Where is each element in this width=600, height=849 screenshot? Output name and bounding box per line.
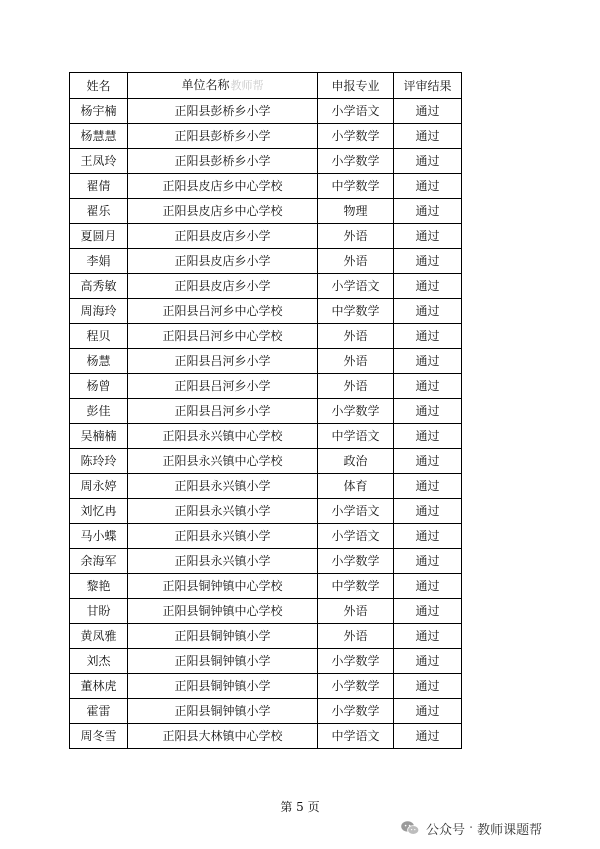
cell-unit: 正阳县永兴镇中心学校 <box>128 449 318 474</box>
cell-subject: 小学语文 <box>318 99 394 124</box>
brand-name: 教师课题帮 <box>477 822 543 838</box>
cell-result: 通过 <box>394 399 462 424</box>
cell-subject: 外语 <box>318 374 394 399</box>
cell-subject: 小学数学 <box>318 699 394 724</box>
cell-result: 通过 <box>394 299 462 324</box>
cell-name: 杨慧慧 <box>70 124 128 149</box>
cell-subject: 小学语文 <box>318 524 394 549</box>
cell-result: 通过 <box>394 499 462 524</box>
cell-result: 通过 <box>394 274 462 299</box>
cell-unit: 正阳县铜钟镇小学 <box>128 674 318 699</box>
table-row <box>70 249 462 274</box>
table-row <box>70 424 462 449</box>
table-row <box>70 524 462 549</box>
cell-subject: 中学语文 <box>318 724 394 749</box>
cell-unit: 正阳县大林镇中心学校 <box>128 724 318 749</box>
table-row <box>70 99 462 124</box>
cell-name: 高秀敏 <box>70 274 128 299</box>
table-row <box>70 624 462 649</box>
cell-unit: 正阳县铜钟镇小学 <box>128 624 318 649</box>
table-row <box>70 199 462 224</box>
header-result: 评审结果 <box>394 73 462 99</box>
cell-result: 通过 <box>394 574 462 599</box>
cell-unit: 正阳县彭桥乡小学 <box>128 124 318 149</box>
table-header-row <box>70 73 462 99</box>
cell-result: 通过 <box>394 649 462 674</box>
table-row <box>70 649 462 674</box>
cell-subject: 中学语文 <box>318 424 394 449</box>
cell-name: 黄凤雅 <box>70 624 128 649</box>
cell-unit: 正阳县永兴镇小学 <box>128 549 318 574</box>
cell-result: 通过 <box>394 599 462 624</box>
cell-subject: 小学数学 <box>318 649 394 674</box>
cell-result: 通过 <box>394 424 462 449</box>
table-row <box>70 299 462 324</box>
table-row <box>70 349 462 374</box>
cell-result: 通过 <box>394 174 462 199</box>
page-number: 第 5 页 <box>280 800 320 814</box>
cell-unit: 正阳县皮店乡中心学校 <box>128 174 318 199</box>
cell-name: 陈玲玲 <box>70 449 128 474</box>
cell-unit: 正阳县永兴镇小学 <box>128 524 318 549</box>
cell-result: 通过 <box>394 624 462 649</box>
cell-result: 通过 <box>394 124 462 149</box>
header-unit-label: 单位名称 <box>181 78 230 92</box>
review-results-table <box>69 72 462 749</box>
cell-result: 通过 <box>394 224 462 249</box>
cell-name: 杨慧 <box>70 349 128 374</box>
cell-name: 霍雷 <box>70 699 128 724</box>
cell-unit: 正阳县吕河乡小学 <box>128 399 318 424</box>
table-row <box>70 324 462 349</box>
cell-name: 董林虎 <box>70 674 128 699</box>
cell-name: 吴楠楠 <box>70 424 128 449</box>
table-row <box>70 599 462 624</box>
cell-result: 通过 <box>394 674 462 699</box>
cell-unit: 正阳县铜钟镇中心学校 <box>128 574 318 599</box>
cell-subject: 小学数学 <box>318 399 394 424</box>
cell-subject: 外语 <box>318 624 394 649</box>
cell-name: 杨宇楠 <box>70 99 128 124</box>
cell-name: 翟倩 <box>70 174 128 199</box>
cell-unit: 正阳县皮店乡中心学校 <box>128 199 318 224</box>
cell-subject: 小学数学 <box>318 549 394 574</box>
table-row <box>70 474 462 499</box>
table-row <box>70 174 462 199</box>
cell-name: 黎艳 <box>70 574 128 599</box>
review-results-table-container <box>69 72 461 749</box>
cell-unit: 正阳县吕河乡中心学校 <box>128 324 318 349</box>
cell-subject: 小学语文 <box>318 274 394 299</box>
cell-name: 翟乐 <box>70 199 128 224</box>
cell-result: 通过 <box>394 149 462 174</box>
header-watermark: 教师帮 <box>230 79 264 92</box>
cell-unit: 正阳县吕河乡小学 <box>128 349 318 374</box>
cell-name: 周海玲 <box>70 299 128 324</box>
cell-result: 通过 <box>394 524 462 549</box>
cell-result: 通过 <box>394 724 462 749</box>
wechat-icon <box>400 820 420 836</box>
brand-separator: · <box>469 820 474 836</box>
cell-name: 马小蝶 <box>70 524 128 549</box>
cell-subject: 物理 <box>318 199 394 224</box>
brand-account: 公众号 <box>426 822 466 838</box>
cell-unit: 正阳县皮店乡小学 <box>128 249 318 274</box>
cell-subject: 体育 <box>318 474 394 499</box>
cell-unit: 正阳县铜钟镇小学 <box>128 649 318 674</box>
cell-name: 刘杰 <box>70 649 128 674</box>
cell-result: 通过 <box>394 449 462 474</box>
cell-result: 通过 <box>394 474 462 499</box>
cell-unit: 正阳县彭桥乡小学 <box>128 149 318 174</box>
table-row <box>70 374 462 399</box>
table-row <box>70 124 462 149</box>
header-subject: 申报专业 <box>318 73 394 99</box>
cell-name: 彭佳 <box>70 399 128 424</box>
cell-unit: 正阳县彭桥乡小学 <box>128 99 318 124</box>
header-unit <box>128 73 318 99</box>
table-row <box>70 399 462 424</box>
cell-result: 通过 <box>394 349 462 374</box>
cell-name: 刘忆冉 <box>70 499 128 524</box>
cell-subject: 外语 <box>318 324 394 349</box>
cell-result: 通过 <box>394 699 462 724</box>
table-row <box>70 449 462 474</box>
cell-subject: 中学数学 <box>318 299 394 324</box>
cell-subject: 中学数学 <box>318 574 394 599</box>
table-row <box>70 699 462 724</box>
table-row <box>70 499 462 524</box>
table-row <box>70 549 462 574</box>
cell-unit: 正阳县永兴镇中心学校 <box>128 424 318 449</box>
cell-result: 通过 <box>394 374 462 399</box>
cell-unit: 正阳县永兴镇小学 <box>128 499 318 524</box>
cell-subject: 外语 <box>318 224 394 249</box>
cell-subject: 中学数学 <box>318 174 394 199</box>
header-name: 姓名 <box>70 73 128 99</box>
cell-name: 夏圆月 <box>70 224 128 249</box>
cell-result: 通过 <box>394 249 462 274</box>
cell-subject: 小学数学 <box>318 674 394 699</box>
cell-unit: 正阳县皮店乡小学 <box>128 274 318 299</box>
cell-result: 通过 <box>394 549 462 574</box>
cell-name: 程贝 <box>70 324 128 349</box>
cell-subject: 小学语文 <box>318 499 394 524</box>
cell-result: 通过 <box>394 199 462 224</box>
cell-name: 李娟 <box>70 249 128 274</box>
table-row <box>70 724 462 749</box>
cell-subject: 外语 <box>318 249 394 274</box>
table-row <box>70 674 462 699</box>
cell-unit: 正阳县吕河乡小学 <box>128 374 318 399</box>
cell-unit: 正阳县吕河乡中心学校 <box>128 299 318 324</box>
cell-unit: 正阳县皮店乡小学 <box>128 224 318 249</box>
cell-name: 周冬雪 <box>70 724 128 749</box>
cell-name: 周永婷 <box>70 474 128 499</box>
table-row <box>70 574 462 599</box>
cell-unit: 正阳县铜钟镇中心学校 <box>128 599 318 624</box>
cell-name: 余海军 <box>70 549 128 574</box>
cell-subject: 外语 <box>318 349 394 374</box>
cell-name: 甘盼 <box>70 599 128 624</box>
cell-unit: 正阳县永兴镇小学 <box>128 474 318 499</box>
cell-subject: 政治 <box>318 449 394 474</box>
brand-watermark <box>400 818 542 838</box>
cell-subject: 小学数学 <box>318 124 394 149</box>
table-row <box>70 149 462 174</box>
table-row <box>70 274 462 299</box>
cell-result: 通过 <box>394 324 462 349</box>
cell-unit: 正阳县铜钟镇小学 <box>128 699 318 724</box>
cell-name: 王凤玲 <box>70 149 128 174</box>
table-row <box>70 224 462 249</box>
cell-name: 杨曾 <box>70 374 128 399</box>
cell-result: 通过 <box>394 99 462 124</box>
cell-subject: 外语 <box>318 599 394 624</box>
cell-subject: 小学数学 <box>318 149 394 174</box>
